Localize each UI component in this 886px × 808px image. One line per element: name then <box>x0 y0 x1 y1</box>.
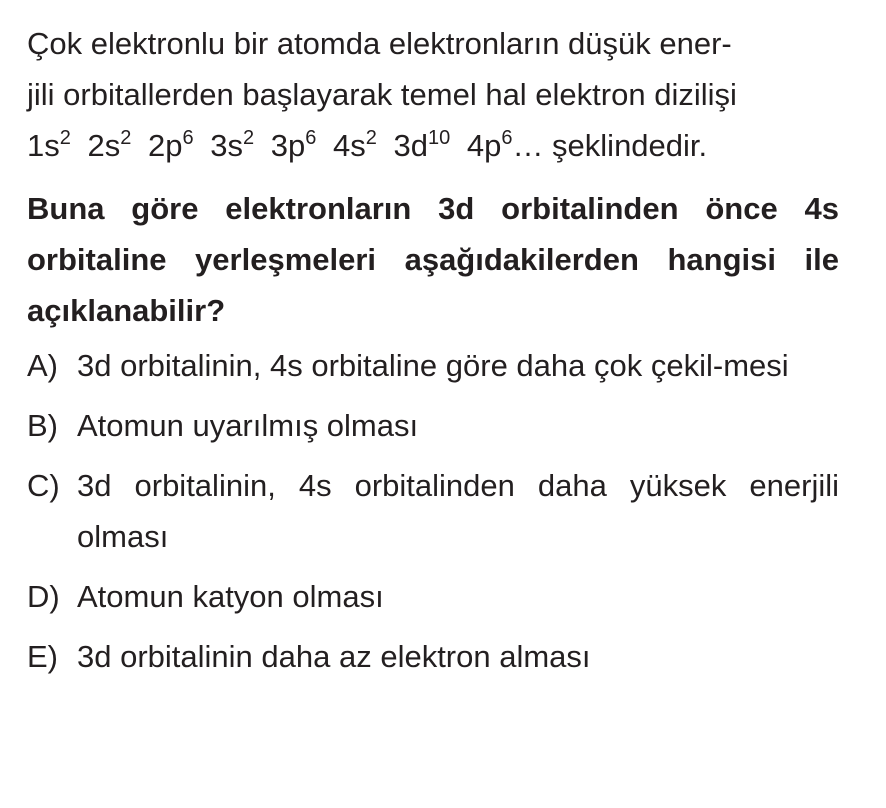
option-text: Atomun katyon olması <box>77 579 384 614</box>
option-letter: E) <box>27 639 58 674</box>
orbital-term <box>148 128 194 163</box>
electron-count: 6 <box>182 127 194 149</box>
option-a[interactable] <box>27 340 839 391</box>
electron-count: 2 <box>120 127 132 149</box>
orbital-term <box>88 128 132 163</box>
option-letter: B) <box>27 408 58 443</box>
option-b[interactable] <box>27 400 839 451</box>
orbital-label: 3p <box>270 128 306 163</box>
orbital-label: 3s <box>210 128 243 163</box>
option-c[interactable] <box>27 460 839 562</box>
orbital-term <box>333 128 377 163</box>
electron-count: 10 <box>427 127 451 149</box>
orbital-label: 1s <box>27 128 60 163</box>
question-stem <box>27 18 839 120</box>
option-text: 3d orbitalinin daha az elektron alması <box>77 639 591 674</box>
electron-count: 6 <box>305 127 317 149</box>
orbital-label: 4p <box>466 128 502 163</box>
orbital-term <box>271 128 317 163</box>
orbital-label: 2p <box>148 128 183 163</box>
option-letter: C) <box>27 468 60 503</box>
configuration-suffix: … şeklindedir. <box>512 128 708 163</box>
orbital-term <box>467 128 513 163</box>
option-text: Atomun uyarılmış olması <box>77 408 419 443</box>
electron-count: 2 <box>365 127 377 149</box>
option-e[interactable] <box>27 631 839 682</box>
orbital-label: 2s <box>87 128 121 163</box>
option-d[interactable] <box>27 571 839 622</box>
answer-options <box>27 340 839 682</box>
stem-line-2: jili orbitallerden başlayarak temel hal elektron dizilişi <box>27 77 737 112</box>
electron-count: 2 <box>59 127 71 149</box>
option-text: 3d orbitalinin, 4s orbitaline göre daha çok çekil-mesi <box>77 348 789 383</box>
electron-count: 6 <box>501 127 513 149</box>
electron-configuration <box>27 120 839 171</box>
question-prompt: Buna göre elektronların 3d orbitalinden önce 4s orbitaline yerleşmeleri aşağıdakilerden hangisi ile açıklanabilir? <box>27 191 839 328</box>
orbital-term <box>27 128 71 163</box>
orbital-term <box>210 128 254 163</box>
option-text: 3d orbitalinin, 4s orbitalinden daha yüksek enerjili olması <box>77 468 839 554</box>
option-letter: D) <box>27 579 60 614</box>
electron-count: 2 <box>242 127 255 149</box>
option-letter: A) <box>27 348 58 383</box>
stem-line-1: Çok elektronlu bir atomda elektronların düşük ener- <box>27 26 732 61</box>
orbital-term <box>393 128 450 163</box>
orbital-label: 4s <box>332 128 366 163</box>
question-block <box>27 18 839 691</box>
orbital-label: 3d <box>393 128 428 163</box>
